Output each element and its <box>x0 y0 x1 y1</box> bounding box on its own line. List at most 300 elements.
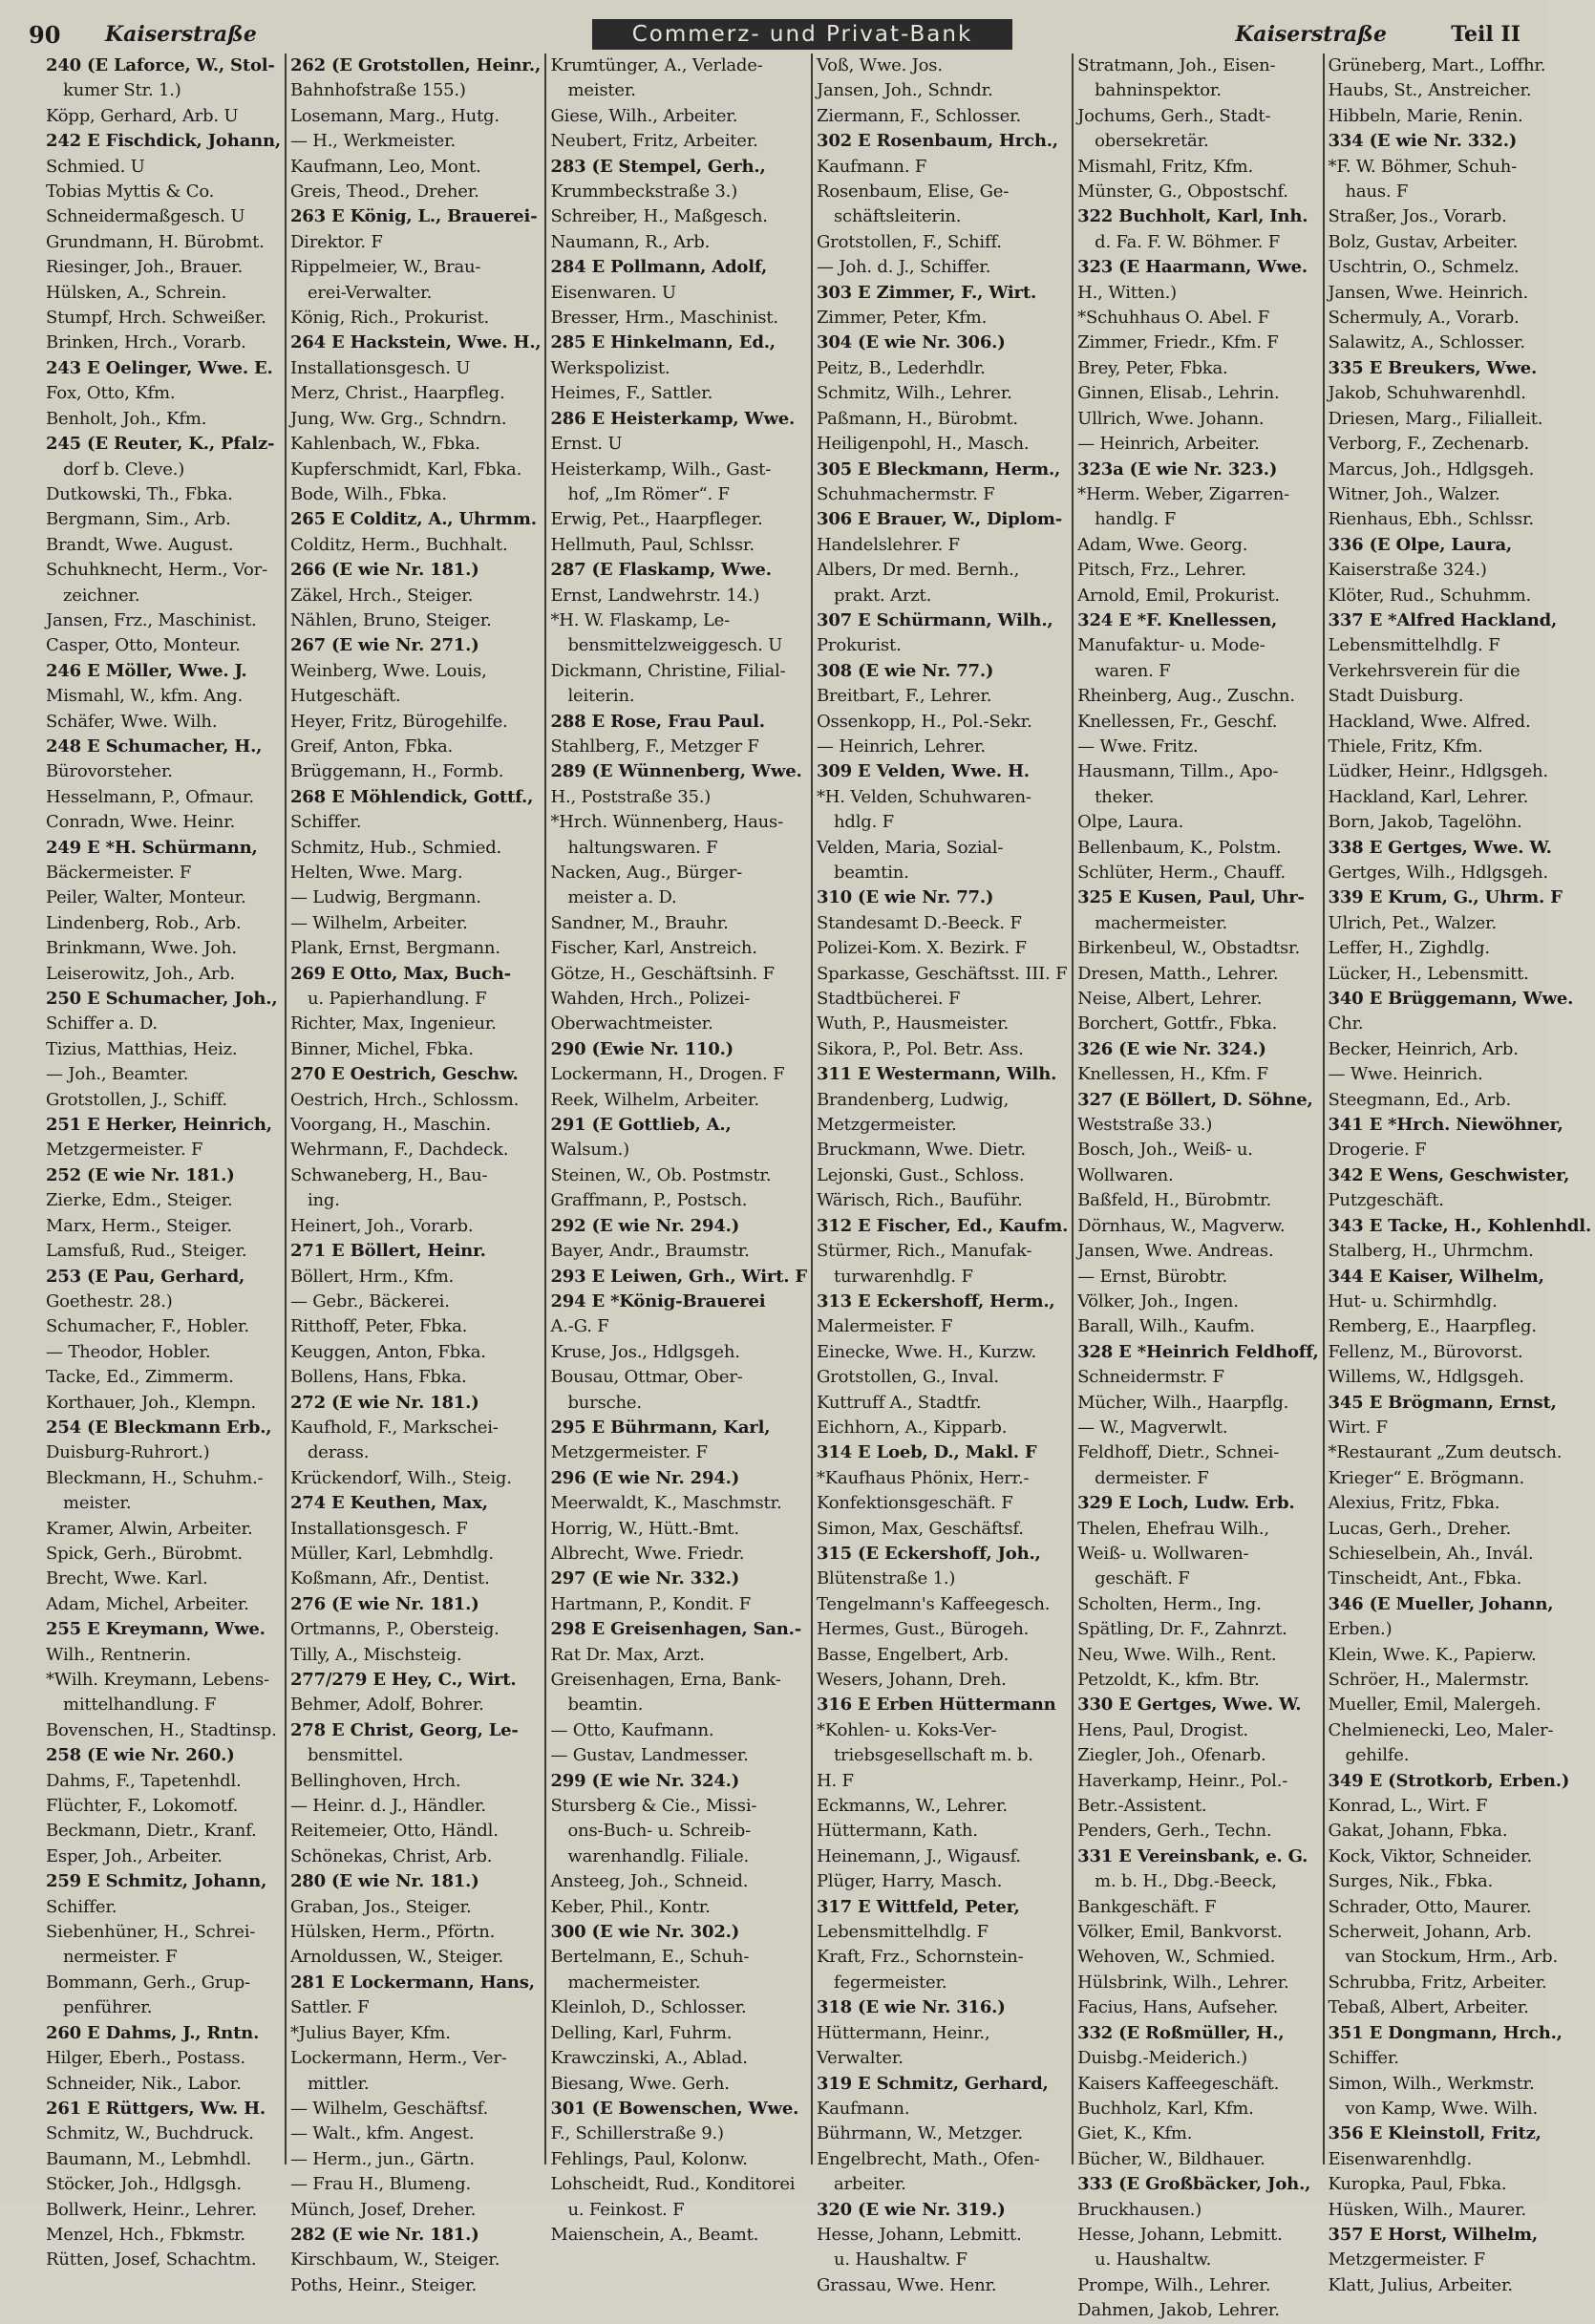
entry-line: Conradn, Wwe. Heinr. <box>46 812 236 833</box>
entry-line: Plank, Ernst, Bergmann. <box>289 938 500 959</box>
entry-line: 245 (E Reuter, K., Pfalz- <box>46 434 275 455</box>
entry-line: Hüttermann, Heinr., <box>817 2022 990 2043</box>
entry-line: mittelhandlung. F <box>63 1695 217 1716</box>
entry-line: Fox, Otto, Kfm. <box>46 383 176 404</box>
entry-line: Hibbeln, Marie, Renin. <box>1328 105 1523 126</box>
entry-line: 314 E Loeb, D., Makl. F <box>817 1442 1037 1463</box>
entry-line: 269 E Otto, Max, Buch- <box>289 963 511 984</box>
entry-line: König, Rich., Prokurist. <box>289 308 490 329</box>
entry-line: Lohscheidt, Rud., Konditorei <box>550 2174 796 2195</box>
entry-line: Prompe, Wilh., Lehrer. <box>1077 2274 1271 2295</box>
entry-line: 345 E Brögmann, Ernst, <box>1328 1392 1557 1413</box>
entry-line: Grassau, Wwe. Henr. <box>817 2274 997 2295</box>
entry-line: Polizei-Kom. X. Bezirk. F <box>817 938 1027 959</box>
entry-line: 276 (E wie Nr. 181.) <box>289 1593 479 1614</box>
entry-line: u. Haushaltw. <box>1095 2249 1212 2271</box>
entry-line: Bellinghoven, Hrch. <box>289 1770 461 1791</box>
entry-line: mittler. <box>307 2073 370 2094</box>
entry-line: Naumann, R., Arb. <box>550 231 711 252</box>
entry-line: Steinen, W., Ob. Postmstr. <box>550 1164 772 1185</box>
entry-line: — H., Werkmeister. <box>289 131 457 152</box>
entry-line: Krieger“ E. Brögmann. <box>1328 1467 1524 1488</box>
entry-line: Verborg, F., Zechenarb. <box>1328 434 1529 455</box>
entry-line: 323 (E Haarmann, Wwe. <box>1077 257 1308 278</box>
entry-line: Koßmann, Afr., Dentist. <box>289 1568 490 1589</box>
entry-line: Götze, H., Geschäftsinh. F <box>550 963 775 984</box>
entry-line: derass. <box>307 1442 370 1463</box>
street-name-right: Kaiserstraße <box>1235 22 1387 47</box>
entry-line: Rat Dr. Max, Arzt. <box>550 1644 705 1665</box>
entry-line: 263 E König, L., Brauerei- <box>289 206 538 227</box>
entry-line: Krummbeckstraße 3.) <box>550 181 738 203</box>
entry-line: Neu, Wwe. Wilh., Rent. <box>1077 1644 1277 1665</box>
entry-line: Rippelmeier, W., Brau- <box>289 257 481 278</box>
entry-line: hdlg. F <box>834 812 894 833</box>
entry-line: Wesers, Johann, Dreh. <box>817 1670 1007 1690</box>
entry-line: Haubs, St., Anstreicher. <box>1328 80 1532 101</box>
entry-line: Schiffer. <box>46 1896 117 1917</box>
entry-line: Putzgeschäft. <box>1328 1190 1444 1211</box>
entry-line: Kahlenbach, W., Fbka. <box>289 434 480 455</box>
entry-line: *Kaufhaus Phönix, Herr.- <box>817 1467 1030 1488</box>
entry-line: Ansteeg, Joh., Schneid. <box>550 1871 749 1892</box>
entry-line: Nacken, Aug., Bürger- <box>550 863 742 883</box>
entry-line: Betr.-Assistent. <box>1077 1796 1207 1817</box>
entry-line: Giese, Wilh., Arbeiter. <box>550 105 738 126</box>
entry-line: 283 (E Stempel, Gerh., <box>550 156 766 177</box>
entry-line: Kirschbaum, W., Steiger. <box>289 2249 500 2271</box>
entry-line: Rütten, Josef, Schachtm. <box>46 2249 257 2271</box>
entry-line: 280 (E wie Nr. 181.) <box>289 1871 479 1892</box>
entry-line: 270 E Oestrich, Geschw. <box>289 1064 519 1085</box>
entry-line: triebsgesellschaft m. b. <box>834 1745 1033 1766</box>
entry-line: Haverkamp, Heinr., Pol.- <box>1077 1770 1288 1791</box>
entry-line: 284 E Pollmann, Adolf, <box>550 257 768 278</box>
entry-line: 299 (E wie Nr. 324.) <box>550 1770 740 1791</box>
entry-line: Marx, Herm., Steiger. <box>46 1215 232 1236</box>
entry-line: Lockermann, H., Drogen. F <box>550 1064 785 1085</box>
entry-line: Münster, G., Obpostschf. <box>1077 181 1288 203</box>
entry-line: Grundmann, H. Bürobmt. <box>46 231 265 252</box>
entry-line: Dickmann, Christine, Filial- <box>550 660 786 681</box>
entry-line: Schröer, H., Malermstr. <box>1328 1670 1530 1690</box>
entry-line: Bosch, Joh., Weiß- u. <box>1077 1140 1253 1161</box>
entry-line: Grotstollen, G., Inval. <box>817 1367 999 1388</box>
part-label: Teil II <box>1451 22 1521 47</box>
entry-line: Bleckmann, H., Schuhm.- <box>46 1467 264 1488</box>
entry-line: Bruckhausen.) <box>1077 2199 1202 2220</box>
entry-line: 262 (E Grotstollen, Heinr., <box>289 55 542 75</box>
entry-line: waren. F <box>1095 660 1171 681</box>
entry-line: 288 E Rose, Frau Paul. <box>550 711 765 732</box>
entry-line: Keuggen, Anton, Fbka. <box>289 1341 486 1362</box>
entry-line: Arnold, Emil, Prokurist. <box>1077 585 1280 606</box>
entry-line: Weinberg, Wwe. Louis, <box>289 660 487 681</box>
entry-line: 294 E *König-Brauerei <box>550 1290 766 1311</box>
entry-line: 297 (E wie Nr. 332.) <box>550 1568 740 1589</box>
entry-line: Kuttruff A., Stadtfr. <box>817 1392 982 1413</box>
entry-line: *Wilh. Kreymann, Lebens- <box>46 1670 269 1690</box>
entry-line: — Wilhelm, Arbeiter. <box>289 912 468 933</box>
entry-line: ons-Buch- u. Schreib- <box>567 1821 751 1842</box>
entry-line: Drogerie. F <box>1328 1140 1427 1161</box>
entry-line: 357 E Horst, Wilhelm, <box>1328 2224 1538 2245</box>
entry-line: Wuth, P., Hausmeister. <box>817 1013 1010 1034</box>
entry-line: Maienschein, A., Beamt. <box>550 2224 759 2245</box>
entry-line: Brinkmann, Wwe. Joh. <box>46 938 237 959</box>
entry-line: geschäft. F <box>1095 1568 1190 1589</box>
entry-line: Tacke, Ed., Zimmerm. <box>46 1367 234 1388</box>
entry-line: Zimmer, Friedr., Kfm. F <box>1077 332 1279 353</box>
entry-line: 307 E Schürmann, Wilh., <box>817 609 1053 630</box>
entry-line: Mismahl, Fritz, Kfm. <box>1077 156 1254 177</box>
entry-line: 349 E (Strotkorb, Erben.) <box>1328 1770 1570 1791</box>
entry-line: 246 E Möller, Wwe. J. <box>46 660 247 681</box>
entry-line: Duisburg-Ruhrort.) <box>46 1442 210 1463</box>
entry-line: Willems, W., Hdlgsgeh. <box>1328 1367 1524 1388</box>
entry-line: Lebensmittelhdlg. F <box>817 1922 989 1943</box>
entry-line: Stadt Duisburg. <box>1328 686 1464 707</box>
entry-line: Albers, Dr med. Bernh., <box>817 560 1020 581</box>
entry-line: Helten, Wwe. Marg. <box>289 863 463 883</box>
entry-line: Wollwaren. <box>1077 1164 1174 1185</box>
entry-line: Delling, Karl, Fuhrm. <box>550 2022 733 2043</box>
entry-line: 356 E Kleinstoll, Fritz, <box>1328 2123 1542 2144</box>
entry-line: 326 (E wie Nr. 324.) <box>1077 1038 1266 1059</box>
entry-line: erei-Verwalter. <box>307 282 433 303</box>
entry-line: Dörnhaus, W., Magverw. <box>1077 1215 1286 1236</box>
entry-line: 304 (E wie Nr. 306.) <box>817 332 1006 353</box>
entry-line: Grotstollen, F., Schiff. <box>817 231 1002 252</box>
entry-line: Colditz, Herm., Buchhalt. <box>289 534 508 555</box>
entry-line: theker. <box>1095 786 1155 807</box>
entry-line: bensmittel. <box>307 1745 404 1766</box>
entry-line: Eichhorn, A., Kipparb. <box>817 1417 1008 1438</box>
entry-line: Schiffer a. D. <box>46 1013 158 1034</box>
entry-line: dermeister. F <box>1095 1467 1209 1488</box>
entry-line: Rheinberg, Aug., Zuschn. <box>1077 686 1295 707</box>
entry-line: Ulrich, Pet., Walzer. <box>1328 912 1497 933</box>
entry-line: Kuropka, Paul, Fbka. <box>1328 2174 1507 2195</box>
entry-line: Hartmann, P., Kondit. F <box>550 1593 752 1614</box>
entry-line: Schmitz, Hub., Schmied. <box>289 837 502 858</box>
entry-line: zeichner. <box>63 585 140 606</box>
entry-line: penführer. <box>63 1997 153 2018</box>
entry-line: 272 (E wie Nr. 181.) <box>289 1392 479 1413</box>
entry-line: Merz, Christ., Haarpfleg. <box>289 383 505 404</box>
entry-line: Erwig, Pet., Haarpfleger. <box>550 509 763 530</box>
entry-line: Wärisch, Rich., Bauführ. <box>817 1190 1023 1211</box>
entry-line: Hesselmann, P., Ofmaur. <box>46 786 254 807</box>
entry-line: Chelmienecki, Leo, Maler- <box>1328 1719 1554 1740</box>
directory-column <box>42 53 287 2271</box>
entry-line: 251 E Herker, Heinrich, <box>46 1115 272 1136</box>
entry-line: Bankgeschäft. F <box>1077 1896 1217 1917</box>
entry-line: Hülsbrink, Wilh., Lehrer. <box>1077 1972 1289 1993</box>
entry-line: 339 E Krum, G., Uhrm. F <box>1328 887 1563 908</box>
entry-line: Ossenkopp, H., Pol.-Sekr. <box>817 711 1032 732</box>
entry-line: turwarenhdlg. F <box>834 1266 973 1287</box>
entry-line: Hellmuth, Paul, Schlssr. <box>550 534 755 555</box>
entry-line: Eisenwaren. U <box>550 282 676 303</box>
entry-line: Metzgermeister. F <box>550 1442 708 1463</box>
entry-line: 289 (E Wünnenberg, Wwe. <box>550 761 802 782</box>
entry-line: Baßfeld, H., Bürobmtr. <box>1077 1190 1272 1211</box>
directory-column <box>813 53 1074 2295</box>
entry-line: Schiffer. <box>289 812 362 833</box>
entry-line: 310 (E wie Nr. 77.) <box>817 887 994 908</box>
entry-line: bahninspektor. <box>1095 80 1222 101</box>
street-name-left: Kaiserstraße <box>105 22 257 47</box>
entry-line: 248 E Schumacher, H., <box>46 736 263 757</box>
entry-line: 255 E Kreymann, Wwe. <box>46 1619 266 1640</box>
entry-line: Eisenwarenhdlg. <box>1328 2148 1473 2169</box>
entry-line: Kupferschmidt, Karl, Fbka. <box>289 458 522 480</box>
entry-line: Malermeister. F <box>817 1316 953 1337</box>
entry-line: Reitemeier, Otto, Händl. <box>289 1821 499 1842</box>
entry-line: Birkenbeul, W., Obstadtsr. <box>1077 938 1300 959</box>
directory-columns <box>42 53 1592 2321</box>
entry-line: Feldhoff, Dietr., Schnei- <box>1077 1442 1280 1463</box>
entry-line: 306 E Brauer, W., Diplom- <box>817 509 1063 530</box>
entry-line: Zäkel, Hrch., Steiger. <box>289 585 474 606</box>
entry-line: — Joh., Beamter. <box>46 1064 189 1085</box>
entry-line: Ritthoff, Peter, Fbka. <box>289 1316 468 1337</box>
entry-line: Jansen, Wwe. Heinrich. <box>1328 282 1529 303</box>
entry-line: — Joh. d. J., Schiffer. <box>817 257 991 278</box>
entry-line: 259 E Schmitz, Johann, <box>46 1871 267 1892</box>
entry-line: Schneider, Nik., Labor. <box>46 2073 242 2094</box>
entry-line: Kaisers Kaffeegeschäft. <box>1077 2073 1280 2094</box>
entry-line: Voß, Wwe. Jos. <box>817 55 943 75</box>
entry-line: 343 E Tacke, H., Kohlenhdl. <box>1328 1215 1592 1236</box>
entry-line: Driesen, Marg., Filialleit. <box>1328 408 1543 429</box>
entry-line: Schuhmachermstr. F <box>817 483 995 504</box>
entry-line: Lockermann, Herm., Ver- <box>289 2048 507 2069</box>
entry-line: Prokurist. <box>817 635 902 656</box>
entry-line: 296 (E wie Nr. 294.) <box>550 1467 740 1488</box>
entry-line: Sandner, M., Brauhr. <box>550 912 729 933</box>
entry-line: 315 (E Eckershoff, Joh., <box>817 1543 1041 1564</box>
entry-line: 323a (E wie Nr. 323.) <box>1077 458 1278 480</box>
entry-line: u. Feinkost. F <box>567 2199 685 2220</box>
entry-line: Bertelmann, E., Schuh- <box>550 1947 750 1968</box>
entry-line: 332 (E Roßmüller, H., <box>1077 2022 1285 2043</box>
entry-line: Eckmanns, W., Lehrer. <box>817 1796 1008 1817</box>
page-number: 90 <box>29 20 61 49</box>
entry-line: — Gebr., Bäckerei. <box>289 1290 450 1311</box>
entry-line: Jansen, Frz., Maschinist. <box>46 609 257 630</box>
entry-line: Schuhknecht, Herm., Vor- <box>46 560 267 581</box>
entry-line: Losemann, Marg., Hutg. <box>289 105 500 126</box>
entry-line: *H. W. Flaskamp, Le- <box>550 609 730 630</box>
entry-line: Hut- u. Schirmhdlg. <box>1328 1290 1498 1311</box>
entry-line: Hackland, Karl, Lehrer. <box>1328 786 1529 807</box>
entry-line: Krawczinski, A., Ablad. <box>550 2048 748 2069</box>
entry-line: — Wwe. Heinrich. <box>1328 1064 1483 1085</box>
entry-line: Breitbart, F., Lehrer. <box>817 686 992 707</box>
entry-line: Becker, Heinrich, Arb. <box>1328 1038 1519 1059</box>
entry-line: Müller, Karl, Lebmhdlg. <box>289 1543 494 1564</box>
entry-line: Scherweit, Johann, Arb. <box>1328 1922 1532 1943</box>
entry-line: — W., Magverwlt. <box>1077 1417 1228 1438</box>
entry-line: 303 E Zimmer, F., Wirt. <box>817 282 1037 303</box>
entry-line: Bollwerk, Heinr., Lehrer. <box>46 2199 257 2220</box>
entry-line: Einecke, Wwe. H., Kurzw. <box>817 1341 1037 1362</box>
entry-line: Walsum.) <box>550 1140 629 1161</box>
entry-line: Flüchter, F., Lokomotf. <box>46 1796 239 1817</box>
entry-line: Chr. <box>1328 1013 1364 1034</box>
entry-line: Dahmen, Jakob, Lehrer. <box>1077 2300 1280 2321</box>
entry-line: 340 E Brüggemann, Wwe. <box>1328 989 1574 1010</box>
entry-line: machermeister. <box>567 1972 701 1993</box>
entry-line: 264 E Hackstein, Wwe. H., <box>289 332 542 353</box>
entry-line: Schäfer, Wwe. Wilh. <box>46 711 218 732</box>
entry-line: Duisbg.-Meiderich.) <box>1077 2048 1248 2069</box>
entry-line: Meerwaldt, K., Maschmstr. <box>550 1493 782 1514</box>
entry-line: — Theodor, Hobler. <box>46 1341 211 1362</box>
entry-line: Bahnhofstraße 155.) <box>289 80 466 101</box>
entry-line: u. Haushaltw. F <box>834 2249 968 2271</box>
entry-line: 290 (Ewie Nr. 110.) <box>550 1038 734 1059</box>
bank-advertisement-banner: Commerz- und Privat-Bank <box>592 19 1012 50</box>
entry-line: 242 E Fischdick, Johann, <box>46 131 281 152</box>
entry-line: Jung, Ww. Grg., Schndrn. <box>289 408 507 429</box>
entry-line: — Herm., jun., Gärtn. <box>289 2148 475 2169</box>
entry-line: Born, Jakob, Tagelöhn. <box>1328 812 1522 833</box>
entry-line: Greis, Theod., Dreher. <box>289 181 479 203</box>
entry-line: Kaiserstraße 324.) <box>1328 560 1487 581</box>
entry-line: bensmittelzweiggesch. U <box>567 635 783 656</box>
entry-line: Heinert, Joh., Vorarb. <box>289 1215 474 1236</box>
entry-line: Erben.) <box>1328 1619 1393 1640</box>
entry-line: 258 (E wie Nr. 260.) <box>46 1745 235 1766</box>
entry-line: 266 (E wie Nr. 181.) <box>289 560 479 581</box>
entry-line: 328 E *Heinrich Feldhoff, <box>1077 1341 1319 1362</box>
directory-column <box>1074 53 1324 2321</box>
entry-line: meister. <box>63 1493 132 1514</box>
entry-line: Bayer, Andr., Braumstr. <box>550 1241 750 1262</box>
entry-line: Brecht, Wwe. Karl. <box>46 1568 208 1589</box>
entry-line: Ziegler, Joh., Ofenarb. <box>1077 1745 1266 1766</box>
entry-line: 268 E Möhlendick, Gottf., <box>289 786 534 807</box>
entry-line: Velden, Maria, Sozial- <box>817 837 1004 858</box>
entry-line: Neubert, Fritz, Arbeiter. <box>550 131 758 152</box>
entry-line: Kaufmann. F <box>817 156 927 177</box>
entry-line: Stahlberg, F., Metzger F <box>550 736 759 757</box>
page-header <box>29 17 1521 52</box>
entry-line: bursche. <box>567 1392 642 1413</box>
entry-line: Buchholz, Karl, Kfm. <box>1077 2098 1254 2119</box>
entry-line: Klöter, Rud., Schuhmm. <box>1328 585 1532 606</box>
entry-line: — Wilhelm, Geschäftsf. <box>289 2098 489 2119</box>
entry-line: Menzel, Hch., Fbkmstr. <box>46 2224 245 2245</box>
entry-line: Werkspolizist. <box>550 357 670 378</box>
entry-line: 330 E Gertges, Wwe. W. <box>1077 1695 1302 1716</box>
entry-line: Stratmann, Joh., Eisen- <box>1077 55 1276 75</box>
entry-line: *Kohlen- u. Koks-Ver- <box>817 1719 997 1740</box>
entry-line: Standesamt D.-Beeck. F <box>817 912 1022 933</box>
entry-line: 319 E Schmitz, Gerhard, <box>817 2073 1049 2094</box>
entry-line: Metzgermeister. <box>817 1115 957 1136</box>
entry-line: Jochums, Gerh., Stadt- <box>1077 105 1271 126</box>
entry-line: Simon, Max, Geschäftsf. <box>817 1518 1024 1539</box>
entry-line: m. b. H., Dbg.-Beeck, <box>1095 1871 1277 1892</box>
entry-line: 293 E Leiwen, Grh., Wirt. F <box>550 1266 807 1287</box>
entry-line: van Stockum, Hrm., Arb. <box>1345 1947 1559 1968</box>
entry-line: Richter, Max, Ingenieur. <box>289 1013 497 1034</box>
entry-line: u. Papierhandlung. F <box>307 989 487 1010</box>
entry-line: Bousau, Ottmar, Ober- <box>550 1367 743 1388</box>
entry-line: Thelen, Ehefrau Wilh., <box>1077 1518 1269 1539</box>
entry-line: — Ernst, Bürobtr. <box>1077 1266 1228 1287</box>
entry-line: Metzgermeister. F <box>1328 2249 1485 2271</box>
entry-line: Bresser, Hrm., Maschinist. <box>550 308 778 329</box>
entry-line: Böllert, Hrm., Kfm. <box>289 1266 455 1287</box>
entry-line: fegermeister. <box>834 1972 947 1993</box>
entry-line: Neise, Albert, Lehrer. <box>1077 989 1263 1010</box>
entry-line: leiterin. <box>567 686 635 707</box>
entry-line: 281 E Lockermann, Hans, <box>289 1972 535 1993</box>
entry-line: 265 E Colditz, A., Uhrmm. <box>289 509 537 530</box>
entry-line: kumer Str. 1.) <box>63 80 181 101</box>
entry-line: Fischer, Karl, Anstreich. <box>550 938 757 959</box>
entry-line: dorf b. Cleve.) <box>63 458 185 480</box>
entry-line: handlg. F <box>1095 509 1176 530</box>
entry-line: Lejonski, Gust., Schloss. <box>817 1164 1025 1185</box>
entry-line: Brandt, Wwe. August. <box>46 534 234 555</box>
entry-line: Dahms, F., Tapetenhdl. <box>46 1770 242 1791</box>
entry-line: Gakat, Johann, Fbka. <box>1328 1821 1508 1842</box>
entry-line: Wahden, Hrch., Polizei- <box>550 989 751 1010</box>
entry-line: Ullrich, Wwe. Johann. <box>1077 408 1265 429</box>
entry-line: Facius, Hans, Aufseher. <box>1077 1997 1279 2018</box>
entry-line: Heimes, F., Sattler. <box>550 383 713 404</box>
entry-line: Schmied. U <box>46 156 145 177</box>
entry-line: *Julius Bayer, Kfm. <box>289 2022 451 2043</box>
entry-line: Simon, Wilh., Werkmstr. <box>1328 2073 1535 2094</box>
entry-line: Stursberg & Cie., Missi- <box>550 1796 757 1817</box>
entry-line: Reek, Wilhelm, Arbeiter. <box>550 1089 759 1110</box>
entry-line: 337 E *Alfred Hackland, <box>1328 609 1558 630</box>
entry-line: 250 E Schumacher, Joh., <box>46 989 278 1010</box>
entry-line: H., Witten.) <box>1077 282 1178 303</box>
entry-line: 351 E Dongmann, Hrch., <box>1328 2022 1563 2043</box>
entry-line: *Schuhhaus O. Abel. F <box>1077 308 1270 329</box>
entry-line: Heiligenpohl, H., Masch. <box>817 434 1030 455</box>
entry-line: Greif, Anton, Fbka. <box>289 736 454 757</box>
entry-line: Köpp, Gerhard, Arb. U <box>46 105 239 126</box>
entry-line: Schneidermstr. F <box>1077 1367 1224 1388</box>
entry-line: Lucas, Gerh., Dreher. <box>1328 1518 1512 1539</box>
entry-line: A.-G. F <box>550 1316 609 1337</box>
entry-line: 261 E Rüttgers, Ww. H. <box>46 2098 266 2119</box>
entry-line: Rosenbaum, Elise, Ge- <box>817 181 1010 203</box>
entry-line: 309 E Velden, Wwe. H. <box>817 761 1030 782</box>
entry-line: 302 E Rosenbaum, Hrch., <box>817 131 1058 152</box>
entry-line: Adam, Wwe. Georg. <box>1077 534 1248 555</box>
entry-line: 285 E Hinkelmann, Ed., <box>550 332 776 353</box>
entry-line: *Hrch. Wünnenberg, Haus- <box>550 812 783 833</box>
entry-line: Stöcker, Joh., Hdlgsgh. <box>46 2174 242 2195</box>
entry-line: 336 (E Olpe, Laura, <box>1328 534 1512 555</box>
entry-line: Schiffer. <box>1328 2048 1399 2069</box>
entry-line: Zimmer, Peter, Kfm. <box>817 308 988 329</box>
entry-line: Casper, Otto, Monteur. <box>46 635 241 656</box>
entry-line: Lebensmittelhdlg. F <box>1328 635 1500 656</box>
entry-line: hof, „Im Römer“. F <box>567 483 730 504</box>
entry-line: 301 (E Bowenschen, Wwe. <box>550 2098 799 2119</box>
